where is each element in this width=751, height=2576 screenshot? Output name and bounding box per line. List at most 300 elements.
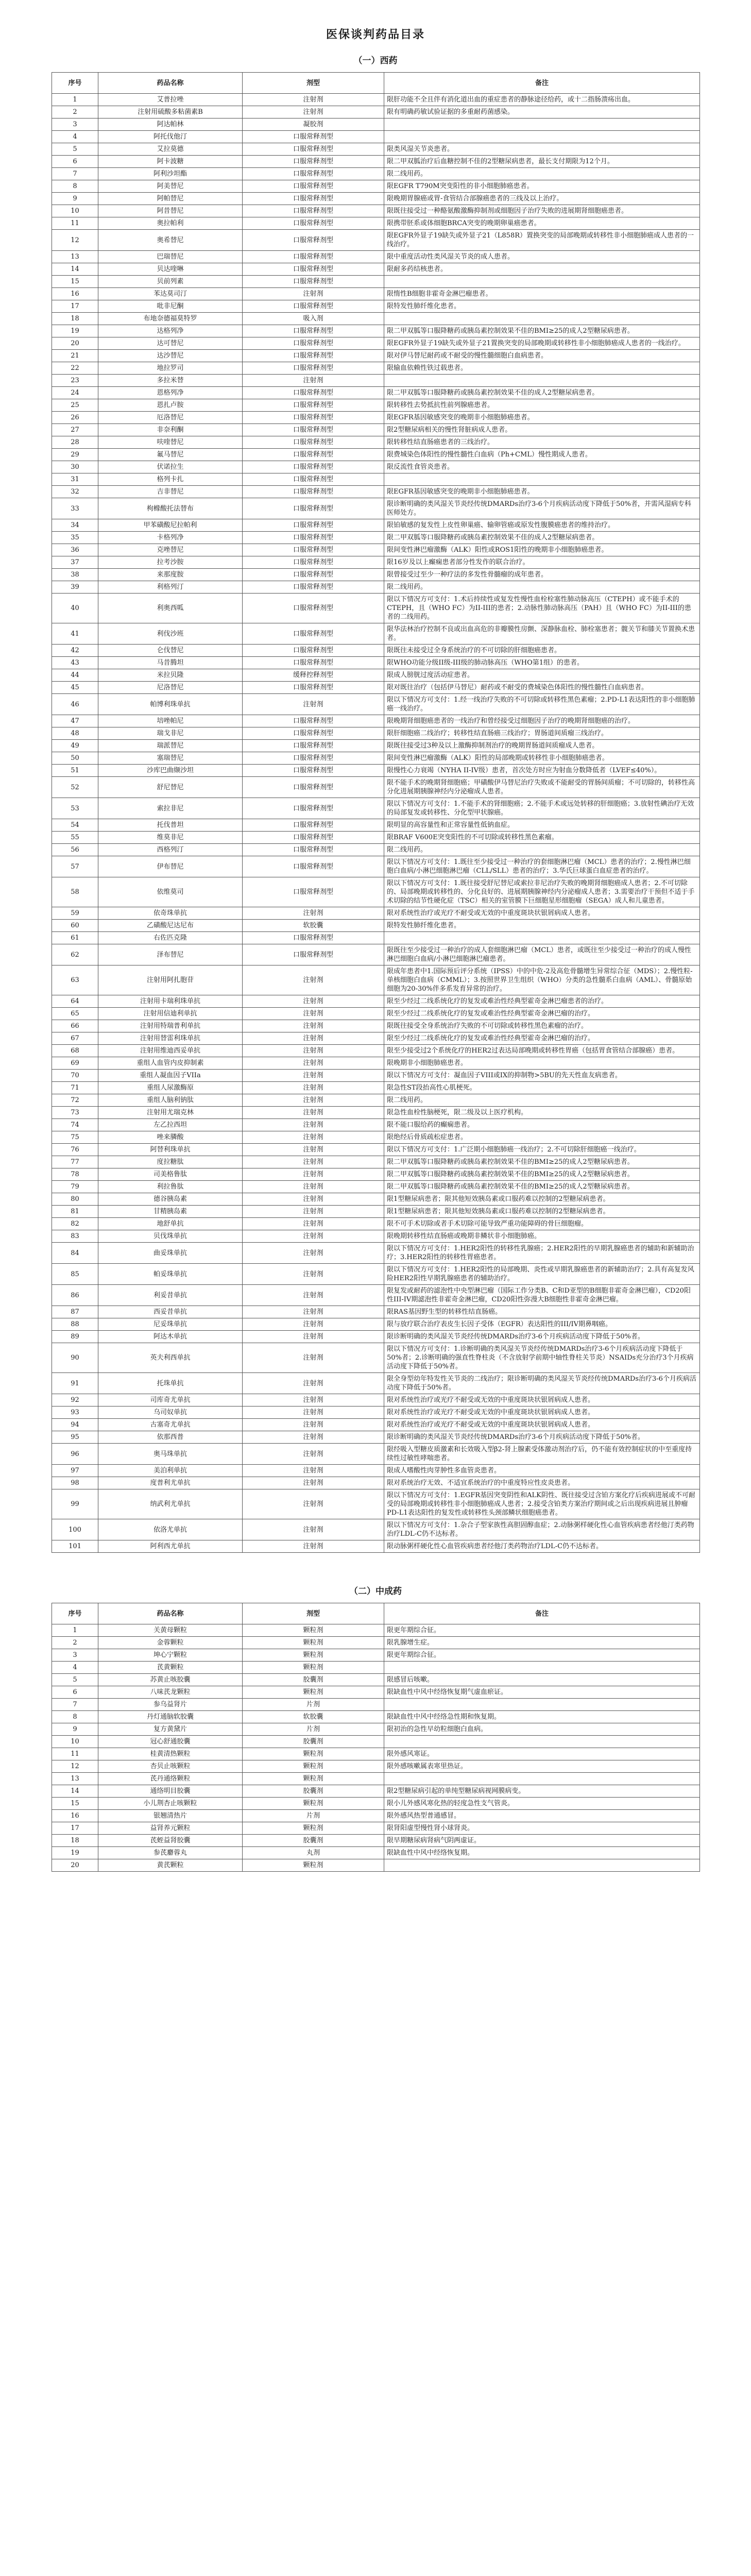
cell-note [384,1736,700,1748]
table-row [52,424,700,436]
cell-drug-name: 阿达帕林 [98,118,243,131]
table-row [52,932,700,944]
cell-seq: 12 [52,1760,98,1773]
cell-note: 限以下情况方可支付：1.广泛期小细胞肺癌一线治疗；2.不可切除肝细胞癌一线治疗。 [384,1144,700,1156]
cell-dosage-form: 注射剂 [243,1243,384,1264]
cell-seq: 1 [52,1624,98,1637]
cell-dosage-form: 口服常释剂型 [243,532,384,544]
table-row [52,777,700,798]
cell-seq: 33 [52,498,98,519]
cell-drug-name: 达格列净 [98,325,243,337]
cell-note [384,1859,700,1872]
cell-seq: 84 [52,1243,98,1264]
document-title: 医保谈判药品目录 [326,28,425,41]
cell-dosage-form: 胶囊剂 [243,1674,384,1686]
table-row [52,1264,700,1285]
cell-note: 限转移性去势抵抗性前列腺癌患者。 [384,399,700,412]
cell-seq: 5 [52,143,98,156]
cell-dosage-form: 口服常释剂型 [243,569,384,581]
cell-dosage-form: 口服常释剂型 [243,594,384,623]
cell-seq: 69 [52,1057,98,1070]
table-row [52,1723,700,1736]
cell-drug-name: 吡非尼酮 [98,300,243,313]
table-row [52,300,700,313]
table-row [52,1156,700,1168]
cell-dosage-form: 口服常释剂型 [243,193,384,205]
cell-dosage-form: 注射剂 [243,1082,384,1094]
table-row [52,1477,700,1489]
cell-dosage-form: 口服常释剂型 [243,740,384,752]
cell-drug-name: 阿替利珠单抗 [98,1144,243,1156]
table-row [52,819,700,832]
cell-dosage-form: 口服常释剂型 [243,832,384,844]
cell-drug-name: 阿帕替尼 [98,193,243,205]
cell-dosage-form: 注射剂 [243,1444,384,1465]
cell-seq: 6 [52,1686,98,1699]
cell-drug-name: 阿托伐他汀 [98,131,243,143]
cell-seq: 96 [52,1444,98,1465]
cell-drug-name: 黄芪颗粒 [98,1859,243,1872]
cell-dosage-form: 注射剂 [243,1285,384,1306]
cell-drug-name: 依维莫司 [98,877,243,907]
cell-seq: 78 [52,1168,98,1181]
table-row [52,263,700,276]
cell-seq: 16 [52,1810,98,1822]
cell-seq: 22 [52,362,98,375]
cell-seq: 82 [52,1218,98,1230]
cell-note: 限不能手术的晚期肾细胞癌；甲磺酸伊马替尼治疗失败或不能耐受的胃肠间质瘤；不可切除的，转移性高分化进展期胰腺神经内分泌瘤成人患者。 [384,777,700,798]
cell-note: 限急性血栓性脑梗死，限二级及以上医疗机构。 [384,1107,700,1119]
table-row [52,1489,700,1519]
header-note: 备注 [384,1603,700,1624]
cell-drug-name: 氟马替尼 [98,449,243,461]
cell-seq: 49 [52,740,98,752]
table-row [52,740,700,752]
table-row [52,907,700,920]
table-row [52,1193,700,1206]
cell-drug-name: 依奇珠单抗 [98,907,243,920]
table-row [52,412,700,424]
table-row [52,1760,700,1773]
cell-note: 限外感咳嗽属表寒里热证。 [384,1760,700,1773]
cell-note [384,1662,700,1674]
table-header-row [52,73,700,94]
cell-drug-name: 瑞戈非尼 [98,727,243,740]
cell-note: 限二甲双胍等口服降糖药或胰岛素控制效果不佳的BMI≥25的成人2型糖尿病患者。 [384,1156,700,1168]
cell-drug-name: 德谷胰岛素 [98,1193,243,1206]
cell-drug-name: 利奥西呱 [98,594,243,623]
cell-dosage-form: 口服常释剂型 [243,765,384,777]
cell-dosage-form: 注射剂 [243,1218,384,1230]
cell-seq: 8 [52,180,98,193]
table-row [52,1131,700,1144]
cell-dosage-form: 口服常释剂型 [243,657,384,669]
table-header-row [52,1603,700,1624]
cell-note: 限至少经过二线系统化疗的复发或难治性经典型霍奇金淋巴瘤的治疗。 [384,1032,700,1045]
cell-note: 限肝细胞癌二线治疗；转移性结直肠癌三线治疗；胃肠道间质瘤三线治疗。 [384,727,700,740]
table-row [52,1373,700,1394]
cell-seq: 4 [52,131,98,143]
cell-seq: 30 [52,461,98,473]
cell-note: 限既往未接受过全身系统治疗的不可切除的肝细胞癌患者。 [384,645,700,657]
cell-note: 限WHO功能分级II级-III级的肺动脉高压（WHO第1组）的患者。 [384,657,700,669]
cell-dosage-form: 口服常释剂型 [243,399,384,412]
table-row [52,168,700,180]
cell-note: 限缺血性中风中经络恢复期气虚血瘀证。 [384,1686,700,1699]
cell-dosage-form: 口服常释剂型 [243,362,384,375]
cell-note: 限晚期肾细胞癌患者的一线治疗和曾经接受过细胞因子治疗的晚期肾细胞癌的治疗。 [384,715,700,727]
cell-dosage-form: 口服常释剂型 [243,498,384,519]
cell-seq: 98 [52,1477,98,1489]
cell-seq: 10 [52,205,98,217]
table-row [52,1835,700,1847]
cell-drug-name: 八味芪龙颗粒 [98,1686,243,1699]
cell-dosage-form: 注射剂 [243,106,384,118]
table-row [52,313,700,325]
cell-drug-name: 塞瑞替尼 [98,752,243,765]
cell-drug-name: 利伐沙班 [98,623,243,645]
cell-drug-name: 司美格鲁肽 [98,1168,243,1181]
cell-seq: 81 [52,1206,98,1218]
cell-dosage-form: 注射剂 [243,1119,384,1131]
cell-dosage-form: 颗粒剂 [243,1637,384,1649]
cell-drug-name: 艾拉莫德 [98,143,243,156]
cell-seq: 26 [52,412,98,424]
cell-seq: 52 [52,777,98,798]
table-row [52,798,700,819]
cell-drug-name: 重组人血管内皮抑制素 [98,1057,243,1070]
cell-drug-name: 克唑替尼 [98,544,243,556]
cell-drug-name: 帕博利珠单抗 [98,694,243,715]
cell-seq: 72 [52,1094,98,1107]
table-row [52,532,700,544]
cell-seq: 54 [52,819,98,832]
cell-note: 限EGFR外显子19缺失或外显子21（L858R）置换突变的局部晚期或转移性非小细胞肺癌成人患者的一线治疗。 [384,230,700,251]
cell-dosage-form: 注射剂 [243,995,384,1008]
cell-seq: 11 [52,217,98,230]
cell-note: 限间变性淋巴瘤激酶（ALK）阳性的局部晚期或转移性非小细胞肺癌患者。 [384,752,700,765]
cell-note: 限以下情况方可支付：1.HER2阳性的转移性乳腺癌；2.HER2阳性的早期乳腺癌患者的辅助和新辅助治疗；3.HER2阳性的转移性胃癌患者。 [384,1243,700,1264]
table-row [52,877,700,907]
cell-dosage-form: 口服常释剂型 [243,251,384,263]
cell-seq: 75 [52,1131,98,1144]
cell-dosage-form: 颗粒剂 [243,1649,384,1662]
cell-dosage-form: 颗粒剂 [243,1662,384,1674]
section-title-tcm: （二）中成药 [349,1586,402,1597]
cell-dosage-form: 口服常释剂型 [243,143,384,156]
cell-drug-name: 阿利西尤单抗 [98,1540,243,1553]
table-row [52,251,700,263]
cell-seq: 25 [52,399,98,412]
cell-dosage-form: 注射剂 [243,1306,384,1318]
cell-note: 限以下情况方可支付：1.经一线治疗失败的不可切除或转移性黑色素瘤；2.PD-L1表达阳性的非小细胞肺癌一线治疗。 [384,694,700,715]
cell-note: 限不能口服给药的癫痫患者。 [384,1119,700,1131]
table-row [52,180,700,193]
cell-drug-name: 伊布替尼 [98,856,243,877]
cell-note: 限诊断明确的类风湿关节炎经传统DMARDs治疗3-6个月疾病活动度下降低于50%者。 [384,1331,700,1343]
cell-note: 限成人嗜酸性肉芽肿性多血管炎患者。 [384,1465,700,1477]
cell-seq: 92 [52,1394,98,1406]
header-name: 药品名称 [98,1603,243,1624]
table-row [52,1662,700,1674]
cell-drug-name: 重组人脑利钠肽 [98,1094,243,1107]
cell-dosage-form: 口服常释剂型 [243,168,384,180]
cell-drug-name: 瑞派替尼 [98,740,243,752]
cell-dosage-form: 注射剂 [243,694,384,715]
cell-seq: 5 [52,1674,98,1686]
cell-drug-name: 达可替尼 [98,337,243,350]
cell-seq: 9 [52,1723,98,1736]
table-row [52,217,700,230]
cell-drug-name: 西妥昔单抗 [98,1306,243,1318]
table-row [52,1465,700,1477]
cell-drug-name: 冠心舒通胶囊 [98,1736,243,1748]
cell-note: 限二线用药。 [384,1094,700,1107]
cell-dosage-form: 口服常释剂型 [243,944,384,965]
table-row [52,399,700,412]
table-row [52,1810,700,1822]
cell-note: 限EGFR T790M突变阳性的非小细胞肺癌患者。 [384,180,700,193]
cell-note: 限对系统治疗无效、不适宜系统治疗的中重度特应性皮炎患者。 [384,1477,700,1489]
cell-drug-name: 依那西普 [98,1431,243,1444]
cell-drug-name: 注射用维迪西妥单抗 [98,1045,243,1057]
cell-drug-name: 注射用特瑞普利单抗 [98,1020,243,1032]
cell-dosage-form: 口服常释剂型 [243,131,384,143]
cell-drug-name: 阿卡波糖 [98,156,243,168]
cell-seq: 90 [52,1343,98,1373]
cell-dosage-form: 注射剂 [243,1107,384,1119]
cell-seq: 46 [52,694,98,715]
header-seq: 序号 [52,1603,98,1624]
cell-note: 限绝经后骨质疏松症患者。 [384,1131,700,1144]
cell-dosage-form: 口服常释剂型 [243,325,384,337]
cell-drug-name: 美泊利单抗 [98,1465,243,1477]
cell-note: 限二甲双胍等口服降糖药或胰岛素控制效果不佳的成人2型糖尿病患者。 [384,387,700,399]
cell-dosage-form: 注射剂 [243,1045,384,1057]
cell-drug-name: 乌司奴单抗 [98,1406,243,1419]
cell-drug-name: 通络明目胶囊 [98,1785,243,1798]
cell-dosage-form: 注射剂 [243,1094,384,1107]
table-row [52,1773,700,1785]
cell-dosage-form: 口服常释剂型 [243,856,384,877]
table-row [52,1008,700,1020]
table-row [52,1847,700,1859]
table-row [52,694,700,715]
cell-seq: 14 [52,1785,98,1798]
cell-note: 限明显的高容量性和正常容量性低钠血症。 [384,819,700,832]
cell-drug-name: 维莫非尼 [98,832,243,844]
table-row [52,1419,700,1431]
cell-seq: 19 [52,1847,98,1859]
cell-note: 限中重度活动性类风湿关节炎的成人患者。 [384,251,700,263]
table-row [52,193,700,205]
cell-note: 限以下情况方可支付：1.术后持续性或复发性慢性血栓栓塞性肺动脉高压（CTEPH）或不能手术的CTEPH，且（WHO FC）为II-III的患者；2.动脉性肺动脉高压（PAH）且（WHO FC）为II-III的患者的二线用药。 [384,594,700,623]
cell-dosage-form: 注射剂 [243,1331,384,1343]
table-row [52,131,700,143]
cell-drug-name: 地舒单抗 [98,1218,243,1230]
cell-note: 限不可手术切除或者手术切除可能导致严重功能障碍的骨巨细胞瘤。 [384,1218,700,1230]
cell-note: 限更年期综合征。 [384,1649,700,1662]
cell-dosage-form: 口服常释剂型 [243,436,384,449]
cell-dosage-form: 口服常释剂型 [243,932,384,944]
cell-seq: 79 [52,1181,98,1193]
table-row [52,1624,700,1637]
cell-drug-name: 枸橼酸托法替布 [98,498,243,519]
cell-drug-name: 复方黄黛片 [98,1723,243,1736]
cell-note: 限外感风热型普通感冒。 [384,1810,700,1822]
cell-seq: 50 [52,752,98,765]
cell-drug-name: 英夫利西单抗 [98,1343,243,1373]
cell-seq: 60 [52,920,98,932]
cell-drug-name: 注射用信迪利单抗 [98,1008,243,1020]
cell-drug-name: 唑来膦酸 [98,1131,243,1144]
table-row [52,1168,700,1181]
cell-drug-name: 奥马珠单抗 [98,1444,243,1465]
cell-dosage-form: 片剂 [243,1723,384,1736]
table-row [52,765,700,777]
cell-dosage-form: 注射剂 [243,1406,384,1419]
cell-note: 限初治的急性早幼粒细胞白血病。 [384,1723,700,1736]
cell-seq: 47 [52,715,98,727]
cell-seq: 9 [52,193,98,205]
cell-note: 限感冒后咳嗽。 [384,1674,700,1686]
cell-drug-name: 右佐匹克隆 [98,932,243,944]
header-note: 备注 [384,73,700,94]
cell-seq: 21 [52,350,98,362]
cell-drug-name: 厄洛替尼 [98,412,243,424]
cell-note [384,118,700,131]
cell-dosage-form: 口服常释剂型 [243,682,384,694]
cell-seq: 100 [52,1519,98,1540]
table-row [52,657,700,669]
cell-drug-name: 桂黄清热颗粒 [98,1748,243,1760]
cell-dosage-form: 注射剂 [243,1070,384,1082]
cell-note: 限以下情况方可支付：1.杂合子型家族性高胆固醇血症；2.动脉粥样硬化性心血管疾病患者经他汀类药物治疗LDL-C仍不达标者。 [384,1519,700,1540]
cell-drug-name: 伏诺拉生 [98,461,243,473]
table-row [52,473,700,486]
cell-seq: 15 [52,276,98,288]
header-form: 剂型 [243,73,384,94]
cell-dosage-form: 注射剂 [243,1519,384,1540]
cell-seq: 68 [52,1045,98,1057]
table-row [52,436,700,449]
table-row [52,669,700,682]
cell-note: 限对系统性治疗或光疗不耐受或无效的中重度斑块状银屑病成人患者。 [384,1394,700,1406]
cell-seq: 64 [52,995,98,1008]
cell-note: 限以下情况方可支付：1.既往至少接受过一种治疗的套细胞淋巴瘤（MCL）患者的治疗；2.慢性淋巴细胞白血病/小淋巴细胞淋巴瘤（CLL/SLL）患者的治疗；3.华氏巨球蛋白血症患者的治疗。 [384,856,700,877]
cell-dosage-form: 口服常释剂型 [243,519,384,532]
cell-drug-name: 卡格列净 [98,532,243,544]
cell-drug-name: 坤心宁颗粒 [98,1649,243,1662]
cell-drug-name: 米拉贝隆 [98,669,243,682]
cell-note: 限2型糖尿病相关的慢性肾脏病成人患者。 [384,424,700,436]
cell-seq: 31 [52,473,98,486]
cell-seq: 35 [52,532,98,544]
cell-dosage-form: 注射剂 [243,1373,384,1394]
cell-drug-name: 恩扎卢胺 [98,399,243,412]
cell-note: 限对既往治疗（包括伊马替尼）耐药或不耐受的费城染色体阳性的慢性髓性白血病患者。 [384,682,700,694]
cell-note: 限华法林治疗控制不良或出血高危的非瓣膜性房颤、深静脉血栓、肺栓塞患者；髋关节和膝关节置换术患者。 [384,623,700,645]
cell-seq: 13 [52,1773,98,1785]
cell-note: 限耐多药结核患者。 [384,263,700,276]
cell-dosage-form: 注射剂 [243,1540,384,1553]
cell-note: 限诊断明确的类风湿关节炎经传统DMARDs治疗3-6个月疾病活动度下降低于50%者。 [384,1431,700,1444]
cell-seq: 51 [52,765,98,777]
cell-seq: 14 [52,263,98,276]
western-table-body [52,94,700,1553]
table-row [52,556,700,569]
cell-note: 限特发性肺纤维化患者。 [384,920,700,932]
cell-drug-name: 格列卡扎 [98,473,243,486]
cell-dosage-form: 口服常释剂型 [243,798,384,819]
cell-note: 限以下情况方可支付：1.不能手术的肾细胞癌；2.不能手术或远处转移的肝细胞癌；3.放射性碘治疗无效的局部复发或转移性、分化型甲状腺癌。 [384,798,700,819]
cell-note: 限反流性食管炎患者。 [384,461,700,473]
table-row [52,1144,700,1156]
cell-seq: 86 [52,1285,98,1306]
cell-note: 限惰性B细胞非霍奇金淋巴瘤患者。 [384,288,700,300]
cell-note: 限成人膀胱过度活动症患者。 [384,669,700,682]
cell-drug-name: 舒尼替尼 [98,777,243,798]
cell-note: 限1型糖尿病患者；限其他短效胰岛素或口服药难以控制的2型糖尿病患者。 [384,1206,700,1218]
cell-note: 限BRAF V600E突变阳性的不可切除或转移性黑色素瘤。 [384,832,700,844]
table-row [52,844,700,856]
western-drug-table [52,72,700,1553]
cell-drug-name: 注射用替雷利珠单抗 [98,1032,243,1045]
table-row [52,1032,700,1045]
table-row [52,1649,700,1662]
cell-seq: 61 [52,932,98,944]
cell-drug-name: 苯达莫司汀 [98,288,243,300]
cell-dosage-form: 注射剂 [243,1419,384,1431]
cell-note: 限肝功能不全且伴有消化道出血的重症患者的静脉途径给药，或十二指肠溃疡出血。 [384,94,700,106]
table-row [52,1230,700,1243]
cell-seq: 36 [52,544,98,556]
cell-note: 限二线用药。 [384,844,700,856]
cell-dosage-form: 颗粒剂 [243,1822,384,1835]
cell-dosage-form: 注射剂 [243,1206,384,1218]
cell-dosage-form: 胶囊剂 [243,1835,384,1847]
table-row [52,1798,700,1810]
cell-drug-name: 托珠单抗 [98,1373,243,1394]
cell-drug-name: 泽布替尼 [98,944,243,965]
cell-dosage-form: 口服常释剂型 [243,486,384,498]
cell-dosage-form: 注射剂 [243,1057,384,1070]
table-row [52,920,700,932]
cell-dosage-form: 注射剂 [243,94,384,106]
cell-dosage-form: 软胶囊 [243,920,384,932]
cell-dosage-form: 颗粒剂 [243,1859,384,1872]
cell-note: 限对系统性治疗或光疗不耐受或无效的中重度斑块状银屑病成人患者。 [384,1406,700,1419]
cell-drug-name: 多拉米替 [98,375,243,387]
cell-seq: 24 [52,387,98,399]
table-row [52,1519,700,1540]
cell-dosage-form: 注射剂 [243,1144,384,1156]
cell-note [384,1773,700,1785]
cell-seq: 45 [52,682,98,694]
cell-dosage-form: 颗粒剂 [243,1773,384,1785]
table-row [52,832,700,844]
cell-dosage-form: 颗粒剂 [243,1798,384,1810]
cell-drug-name: 布地奈德福莫特罗 [98,313,243,325]
cell-note: 限二甲双胍等口服降糖药或胰岛素控制效果不佳的成人2型糖尿病患者。 [384,532,700,544]
cell-dosage-form: 凝胶剂 [243,118,384,131]
cell-drug-name: 度拉糖肽 [98,1156,243,1168]
cell-drug-name: 利妥昔单抗 [98,1285,243,1306]
cell-seq: 77 [52,1156,98,1168]
table-row [52,498,700,519]
cell-dosage-form: 片剂 [243,1699,384,1711]
table-row [52,544,700,556]
